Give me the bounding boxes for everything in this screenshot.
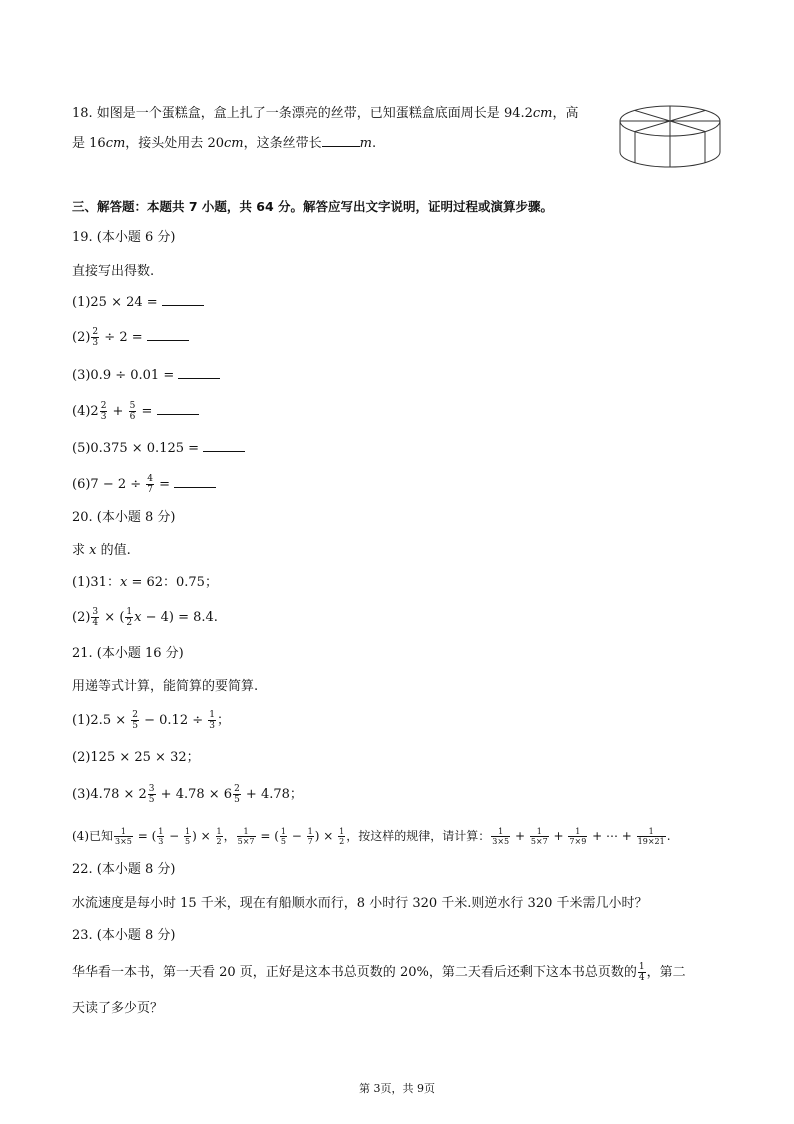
q20-item-1: (1)31：x = 62：0.75； <box>72 575 218 590</box>
q19-heading: 19. (本小题 6 分) <box>72 230 176 245</box>
q20-heading: 20. (本小题 8 分) <box>72 510 176 525</box>
q19-intro: 直接写出得数. <box>72 264 155 279</box>
fraction: $\frac{1}{5\times 7}$ <box>530 827 548 846</box>
fraction: $\frac{1}{5\times 7}$ <box>237 827 255 846</box>
fraction: $\frac{1}{4}$ <box>638 962 645 983</box>
answer-blank <box>162 293 204 306</box>
q23-text-2: 天读了多少页？ <box>72 1001 164 1016</box>
cake-box-figure <box>618 100 722 170</box>
fraction: $\frac{1}{2}$ <box>126 607 133 628</box>
answer-blank <box>203 439 245 452</box>
q19-item-2: (2) $\frac{2}{3}$ ÷ 2 = <box>72 327 189 348</box>
fraction: $\frac{1}{3\times 5}$ <box>492 827 510 846</box>
fraction: $\frac{3}{5}$ <box>148 784 155 805</box>
q18-line-1: 18. 如图是一个蛋糕盒，盒上扎了一条漂亮的丝带，已知蛋糕盒底面周长是 94.2cm，高 <box>72 106 579 121</box>
fraction: $\frac{3}{4}$ <box>92 607 99 628</box>
q22-heading: 22. (本小题 8 分) <box>72 862 176 877</box>
q22-text: 水流速度是每小时 15 千米，现在有船顺水而行，8 小时行 320 千米.则逆水行 320 千米需几小时？ <box>72 896 648 911</box>
answer-blank <box>147 328 189 341</box>
fraction: $\frac{2}{5}$ <box>132 710 138 731</box>
page-footer: 第 3页，共 9页 <box>359 1082 435 1095</box>
fraction: $\frac{1}{7}$ <box>307 827 313 846</box>
answer-blank <box>174 475 216 488</box>
q19-item-3: (3)0.9 ÷ 0.01 = <box>72 366 220 386</box>
fraction: $\frac{1}{7\times 9}$ <box>569 827 587 846</box>
answer-blank <box>157 402 199 415</box>
fraction: $\frac{5}{6}$ <box>129 401 136 422</box>
q19-item-1: (1)25 × 24 = <box>72 293 204 313</box>
q21-item-4: (4)已知 $\frac{1}{3\times 5}$ = ( $\frac{1}{3}$ − $\frac{1}{5}$ ) × $\frac{1}{2}$ ， $\frac{1}{5\times 7}$ = ( $\frac{1}{5}$ − $\frac{1}{7}$ ) × $\frac{1}{2}$ ，按这样的规律，请计算： $\frac{1}{3\times 5}$ + $\frac{1}{5\times 7}$ + $\frac{1}{7\times 9}$ + ⋯ + $\frac{1}{19\times 21}$ . <box>72 827 671 846</box>
q23-text-1: 华华看一本书，第一天看 20 页，正好是这本书总页数的 20%，第二天看后还剩下这本书总页数的 $\frac{1}{4}$ ，第二 <box>72 962 686 983</box>
q21-item-3: (3)4.78 × 2 $\frac{3}{5}$ + 4.78 × 6 $\frac{2}{5}$ + 4.78； <box>72 784 303 805</box>
q19-item-5: (5)0.375 × 0.125 = <box>72 439 245 459</box>
fraction: $\frac{1}{19\times 21}$ <box>637 827 665 846</box>
fraction: $\frac{1}{3}$ <box>158 827 164 846</box>
fraction: $\frac{1}{3}$ <box>209 710 215 731</box>
fraction: $\frac{1}{2}$ <box>339 827 345 846</box>
fraction: $\frac{2}{3}$ <box>100 401 107 422</box>
q21-item-2: (2)125 × 25 × 32； <box>72 750 200 765</box>
answer-blank <box>322 134 360 147</box>
fraction: $\frac{2}{5}$ <box>234 784 240 805</box>
fraction: $\frac{1}{5}$ <box>280 827 286 846</box>
fraction: $\frac{2}{3}$ <box>92 327 99 348</box>
q21-heading: 21. (本小题 16 分) <box>72 646 184 661</box>
fraction: $\frac{4}{7}$ <box>147 474 154 495</box>
q23-heading: 23. (本小题 8 分) <box>72 928 176 943</box>
q18-line-2: 是 16cm，接头处用去 20cm，这条丝带长 m. <box>72 136 377 151</box>
q21-item-1: (1)2.5 × $\frac{2}{5}$ − 0.12 ÷ $\frac{1}{3}$ ； <box>72 710 230 731</box>
section-3-heading: 三、解答题：本题共 7 小题，共 64 分。解答应写出文字说明，证明过程或演算步骤。 <box>72 199 554 214</box>
q20-item-2: (2) $\frac{3}{4}$ × ( $\frac{1}{2}$ x − 4) = 8.4. <box>72 607 218 628</box>
fraction: $\frac{1}{5}$ <box>185 827 191 846</box>
fraction: $\frac{1}{2}$ <box>216 827 222 846</box>
q19-item-4: (4)2 $\frac{2}{3}$ + $\frac{5}{6}$ = <box>72 401 199 422</box>
q21-intro: 用递等式计算，能简算的要简算. <box>72 679 259 694</box>
q19-item-6: (6)7 − 2 ÷ $\frac{4}{7}$ = <box>72 474 216 495</box>
answer-blank <box>178 366 220 379</box>
q20-intro: 求 x 的值. <box>72 543 131 558</box>
fraction: $\frac{1}{3\times 5}$ <box>115 827 132 846</box>
